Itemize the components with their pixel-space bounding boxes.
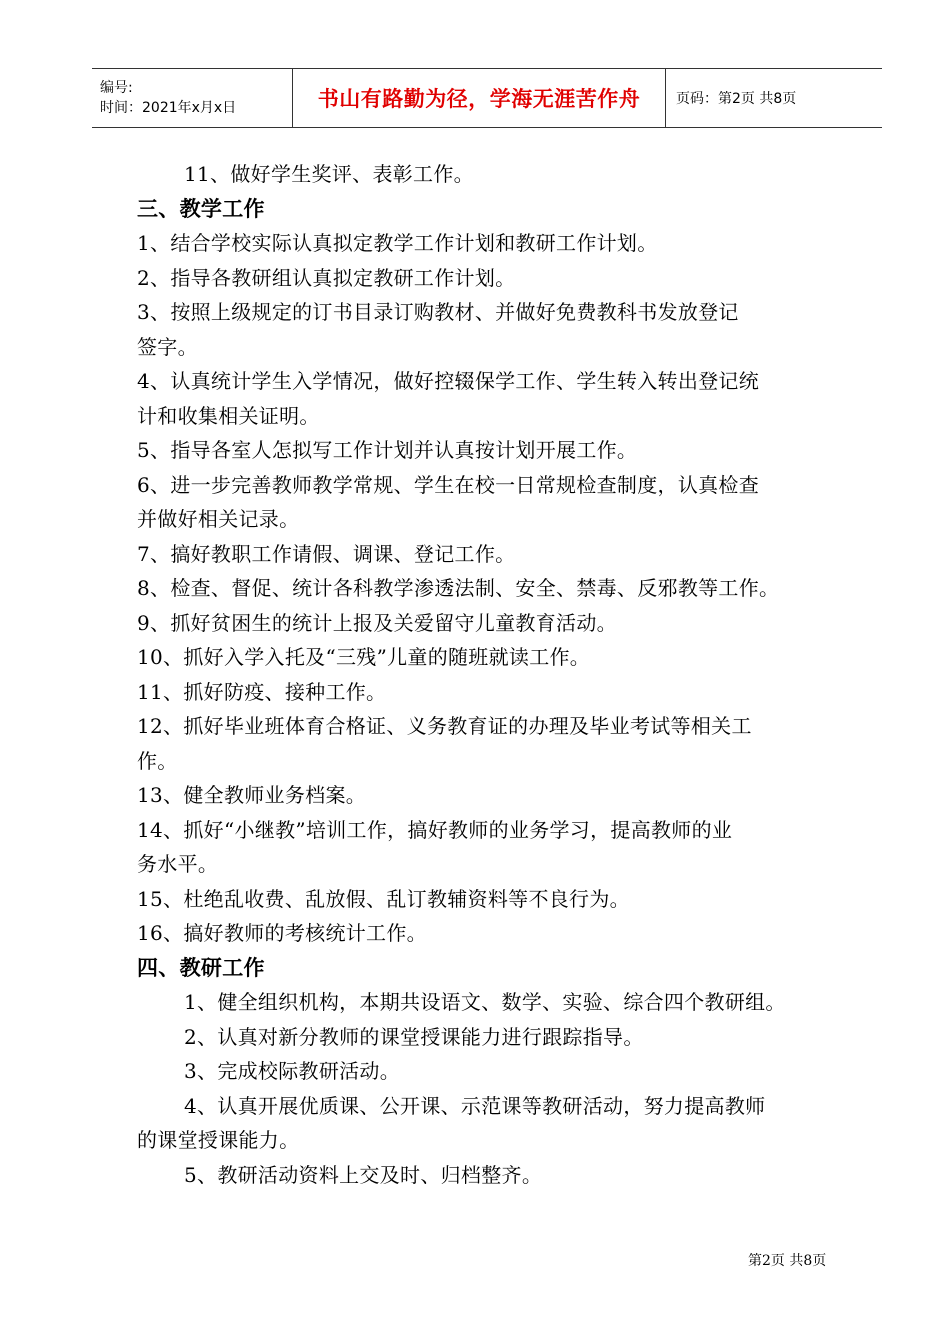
paragraph: 的课堂授课能力。 [137,1128,300,1152]
paragraph: 3、完成校际教研活动。 [184,1059,401,1083]
section-heading: 四、教研工作 [137,955,265,980]
paragraph: 11、做好学生奖评、表彰工作。 [184,162,474,186]
paragraph: 务水平。 [137,852,219,876]
number-label: 编号: [100,80,133,96]
paragraph: 8、检查、督促、统计各科教学渗透法制、安全、禁毒、反邪教等工作。 [137,576,780,600]
paragraph: 9、抓好贫困生的统计上报及关爱留守儿童教育活动。 [137,610,617,635]
paragraph: 4、认真开展优质课、公开课、示范课等教研活动，努力提高教师 [184,1093,766,1118]
paragraph: 5、指导各室人怎拟写工作计划并认真按计划开展工作。 [137,438,638,462]
paragraph: 7、搞好教职工作请假、调课、登记工作。 [137,541,516,566]
page-header [92,68,882,128]
header-page-info [666,69,882,127]
section-heading: 三、教学工作 [137,196,265,221]
motto: 书山有路勤为径，学海无涯苦作舟 [317,87,641,111]
paragraph: 1、结合学校实际认真拟定教学工作计划和教研工作计划。 [137,231,658,255]
page-footer [748,1250,826,1270]
paragraph: 计和收集相关证明。 [137,403,320,428]
time-label: 时间：2021年x月x日 [100,100,237,116]
paragraph: 1、健全组织机构，本期共设语文、数学、实验、综合四个教研组。 [184,990,786,1014]
paragraph: 15、杜绝乱收费、乱放假、乱订教辅资料等不良行为。 [137,886,630,911]
paragraph: 6、进一步完善教师教学常规、学生在校一日常规检查制度，认真检查 [137,472,760,497]
paragraph: 3、按照上级规定的订书目录订购教材、并做好免费教科书发放登记 [137,300,739,324]
paragraph: 10、抓好入学入托及“三残”儿童的随班就读工作。 [137,645,591,669]
paragraph: 14、抓好“小继教”培训工作，搞好教师的业务学习，提高教师的业 [137,817,733,842]
paragraph: 2、认真对新分教师的课堂授课能力进行跟踪指导。 [184,1024,644,1049]
header-motto-cell [293,69,666,127]
paragraph: 并做好相关记录。 [137,507,300,531]
paragraph: 5、教研活动资料上交及时、归档整齐。 [184,1162,543,1187]
paragraph: 2、指导各教研组认真拟定教研工作计划。 [137,265,516,290]
header-meta [92,69,293,127]
footer-page-info: 第2页 共8页 [748,1253,827,1269]
document-body [137,157,843,1192]
paragraph: 4、认真统计学生入学情况，做好控辍保学工作、学生转入转出登记统 [137,369,760,393]
paragraph: 作。 [137,748,178,773]
paragraph: 11、抓好防疫、接种工作。 [137,679,387,704]
paragraph: 13、健全教师业务档案。 [137,783,367,807]
page-info-label: 页码：第2页 共8页 [676,91,797,107]
paragraph: 签字。 [137,334,198,359]
paragraph: 16、搞好教师的考核统计工作。 [137,921,427,945]
paragraph: 12、抓好毕业班体育合格证、义务教育证的办理及毕业考试等相关工 [137,714,752,738]
